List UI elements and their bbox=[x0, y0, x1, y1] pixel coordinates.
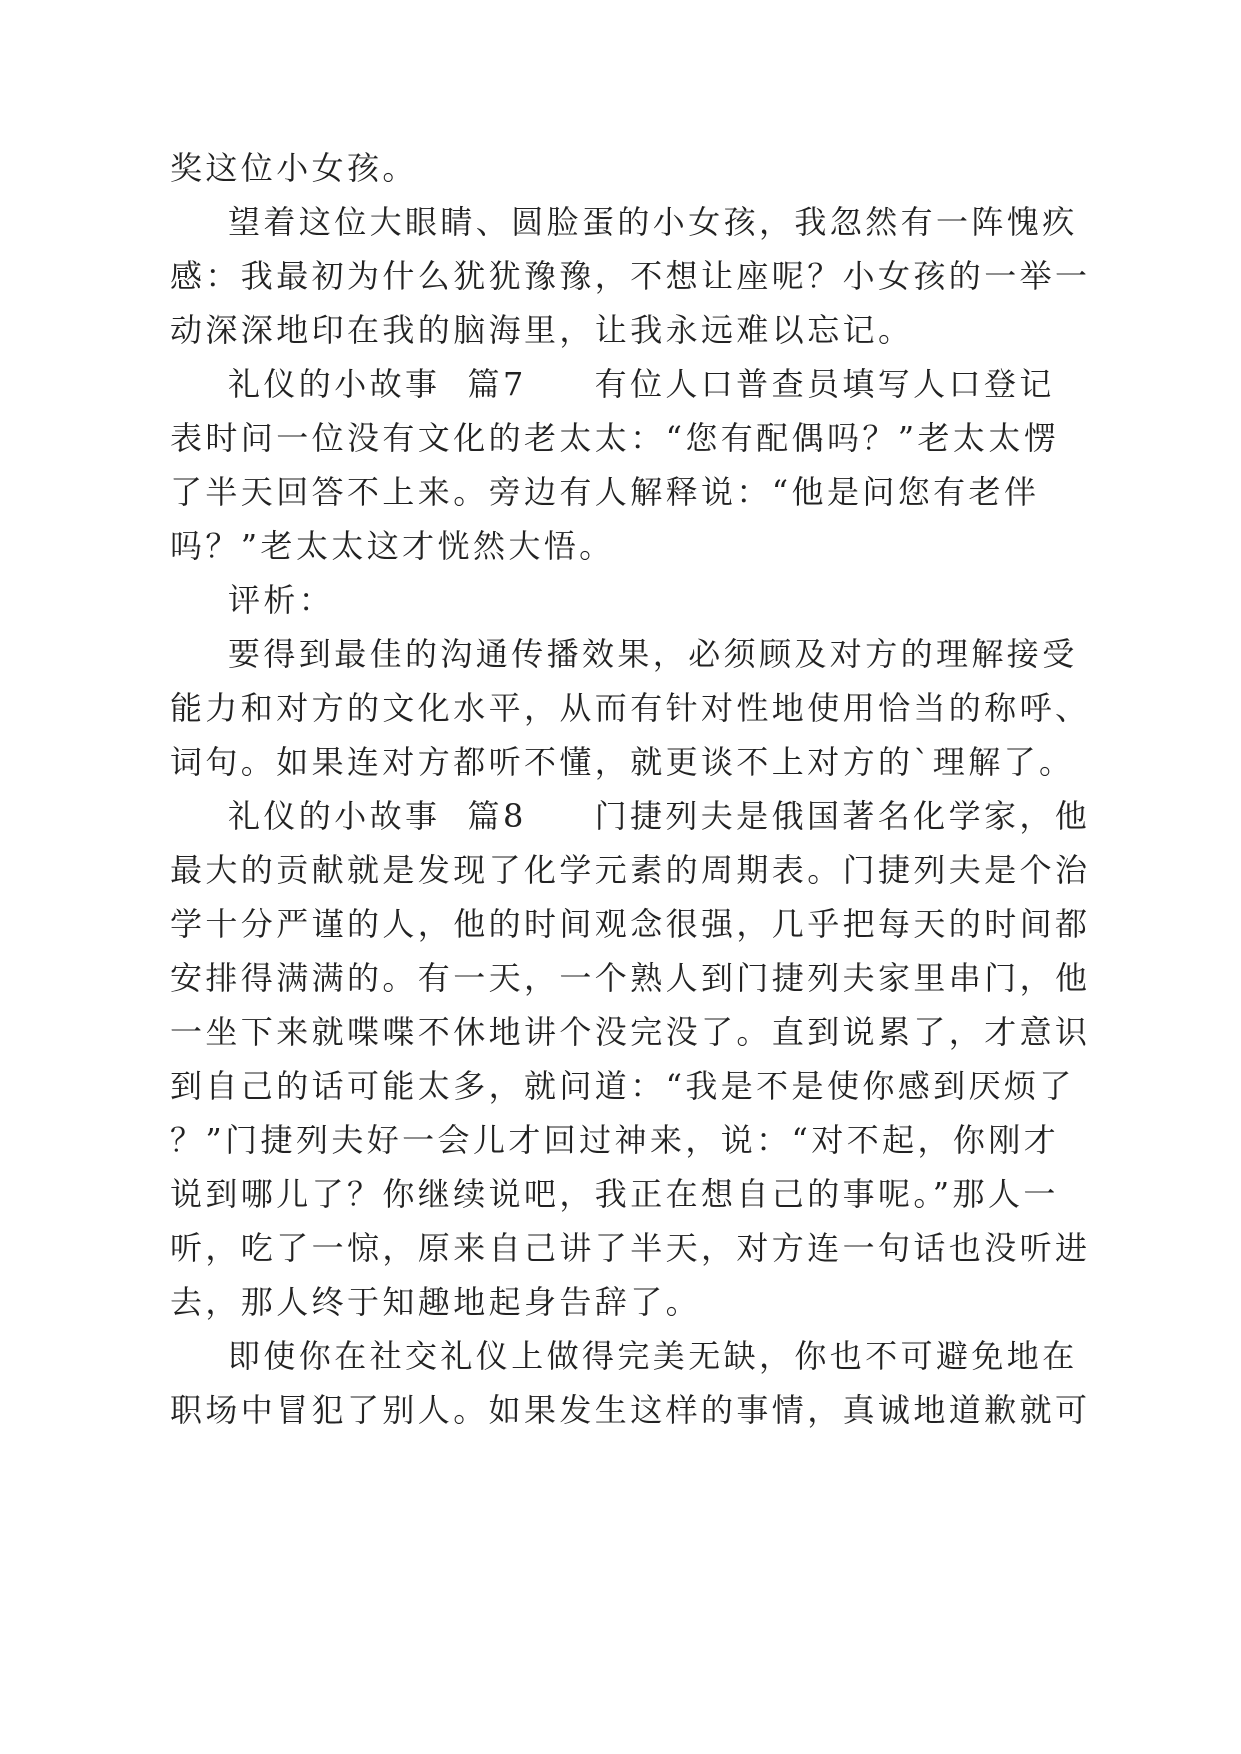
text-line: 听，吃了一惊，原来自己讲了半天，对方连一句话也没听进 bbox=[170, 1229, 1091, 1267]
text-line: 表时问一位没有文化的老太太：“您有配偶吗？”老太太愣 bbox=[170, 419, 1060, 457]
text-line: ？”门捷列夫好一会儿才回过神来，说：“对不起，你刚才 bbox=[170, 1121, 1060, 1159]
text-line: 评析： bbox=[228, 581, 335, 619]
text-line: 即使你在社交礼仪上做得完美无缺，你也不可避免地在 bbox=[228, 1337, 1078, 1375]
text-line: 学十分严谨的人，他的时间观念很强，几乎把每天的时间都 bbox=[170, 905, 1091, 943]
text-line: 动深深地印在我的脑海里，让我永远难以忘记。 bbox=[170, 311, 914, 349]
text-line: 吗？”老太太这才恍然大悟。 bbox=[170, 527, 615, 565]
text-line: 安排得满满的。有一天，一个熟人到门捷列夫家里串门，他 bbox=[170, 959, 1091, 997]
text-line: 最大的贡献就是发现了化学元素的周期表。门捷列夫是个治 bbox=[170, 851, 1091, 889]
text-line: 了半天回答不上来。旁边有人解释说：“他是问您有老伴 bbox=[170, 473, 1040, 511]
text-line: 一坐下来就喋喋不休地讲个没完没了。直到说累了，才意识 bbox=[170, 1013, 1091, 1051]
text-line: 感：我最初为什么犹犹豫豫，不想让座呢？小女孩的一举一 bbox=[170, 257, 1091, 295]
text-line: 能力和对方的文化水平，从而有针对性地使用恰当的称呼、 bbox=[170, 689, 1091, 727]
text-line: 到自己的话可能太多，就问道：“我是不是使你感到厌烦了 bbox=[170, 1067, 1075, 1105]
text-line: 说到哪儿了？你继续说吧，我正在想自己的事呢。”那人一 bbox=[170, 1175, 1059, 1213]
text-line: 奖这位小女孩。 bbox=[170, 149, 418, 187]
section-heading-line: 礼仪的小故事 篇7 有位人口普查员填写人口登记 bbox=[228, 365, 1055, 403]
text-line: 望着这位大眼睛、圆脸蛋的小女孩，我忽然有一阵愧疚 bbox=[228, 203, 1078, 241]
text-line: 去，那人终于知趣地起身告辞了。 bbox=[170, 1283, 702, 1321]
section-heading-line: 礼仪的小故事 篇8 门捷列夫是俄国著名化学家，他 bbox=[228, 797, 1091, 835]
text-line: 职场中冒犯了别人。如果发生这样的事情，真诚地道歉就可 bbox=[170, 1391, 1091, 1429]
text-line: 要得到最佳的沟通传播效果，必须顾及对方的理解接受 bbox=[228, 635, 1078, 673]
text-line: 词句。如果连对方都听不懂，就更谈不上对方的`理解了。 bbox=[170, 743, 1075, 781]
